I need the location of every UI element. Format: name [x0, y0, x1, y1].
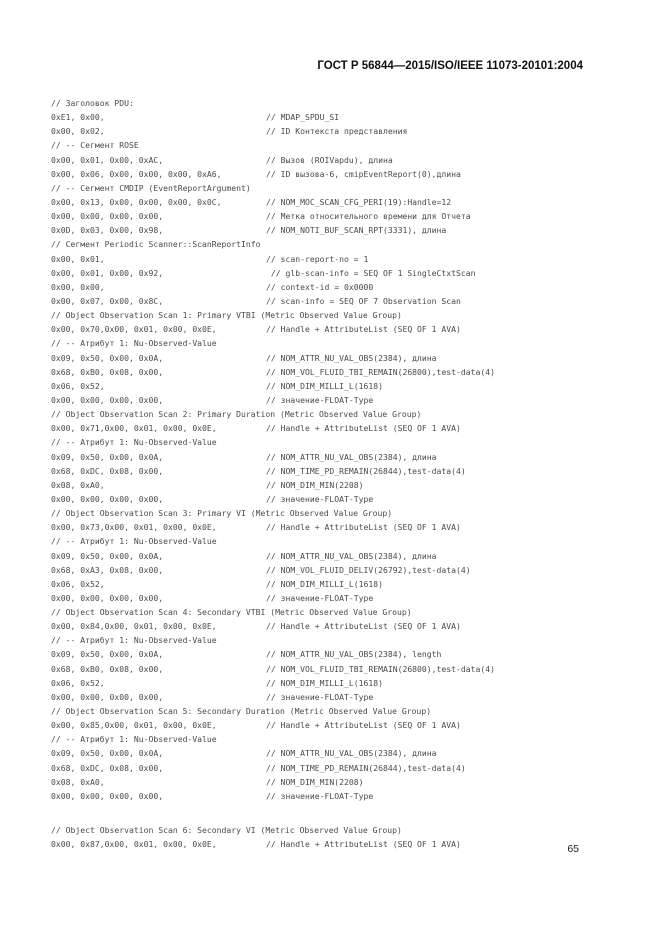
- hex-bytes: 0x00, 0x01, 0x00, 0x92,: [51, 267, 164, 278]
- inline-comment: // Handle + AttributeList (SEQ OF 1 AVA): [266, 522, 461, 533]
- inline-comment: // NOM_ATTR_NU_VAL_OBS(2384), length: [266, 649, 442, 660]
- code-line: [51, 520, 611, 534]
- inline-comment: // Вызов (ROIVapdu), длина: [266, 154, 393, 165]
- inline-comment: // Handle + AttributeList (SEQ OF 1 AVA): [266, 324, 461, 335]
- hex-bytes: 0x00, 0x00,: [51, 281, 105, 292]
- inline-comment: // NOM_DIM_MILLI_L(1618): [266, 578, 383, 589]
- comment-line: [51, 435, 611, 449]
- inline-comment: // scan-info = SEQ OF 7 Observation Scan: [266, 295, 461, 306]
- code-line: [51, 746, 611, 760]
- comment-text: // Object Observation Scan 5: Secondary Duration (Metric Observed Value Group): [51, 706, 432, 717]
- inline-comment: // NOM_DIM_MILLI_L(1618): [266, 380, 383, 391]
- code-line: [51, 676, 611, 690]
- inline-comment: // scan-report-no = 1: [266, 253, 369, 264]
- hex-bytes: 0x08, 0xA0,: [51, 776, 105, 787]
- hex-bytes: 0x68, 0xA3, 0x08, 0x00,: [51, 564, 164, 575]
- inline-comment: // NOM_ATTR_NU_VAL_OBS(2384), длина: [266, 352, 437, 363]
- comment-text: // -- Атрибут 1: Nu-Observed-Value: [51, 338, 217, 349]
- comment-line: [51, 96, 611, 110]
- code-line: [51, 789, 611, 803]
- inline-comment: // NOM_ATTR_NU_VAL_OBS(2384), длина: [266, 748, 437, 759]
- comment-line: [51, 732, 611, 746]
- hex-bytes: 0x00, 0x02,: [51, 126, 105, 137]
- hex-bytes: 0x00, 0x70,0x00, 0x01, 0x00, 0x0E,: [51, 324, 217, 335]
- code-listing: [51, 96, 611, 851]
- code-line: [51, 775, 611, 789]
- inline-comment: // Handle + AttributeList (SEQ OF 1 AVA): [266, 839, 461, 850]
- inline-comment: // NOM_VOL_FLUID_TBI_REMAIN(26800),test-data(4): [266, 663, 496, 674]
- code-line: [51, 153, 611, 167]
- code-line: [51, 647, 611, 661]
- code-line: [51, 761, 611, 775]
- hex-bytes: 0x00, 0x85,0x00, 0x01, 0x00, 0x0E,: [51, 720, 217, 731]
- comment-line: [51, 823, 611, 837]
- code-line: [51, 690, 611, 704]
- inline-comment: // значение-FLOAT-Type: [266, 493, 374, 504]
- comment-line: [51, 407, 611, 421]
- code-line: [51, 577, 611, 591]
- hex-bytes: 0x00, 0x71,0x00, 0x01, 0x00, 0x0E,: [51, 423, 217, 434]
- inline-comment: // NOM_TIME_PD_REMAIN(26844),test-data(4): [266, 465, 466, 476]
- page-header-standard-title: ГОСТ Р 56844—2015/ISO/IEEE 11073-20101:2004: [317, 60, 583, 72]
- inline-comment: // ID вызова-6, cmipEventReport(0),длина: [266, 168, 461, 179]
- comment-line: [51, 237, 611, 251]
- inline-comment: // значение-FLOAT-Type: [266, 790, 374, 801]
- comment-text: // Object Observation Scan 4: Secondary VTBI (Metric Observed Value Group): [51, 607, 412, 618]
- code-line: [51, 223, 611, 237]
- code-line: [51, 591, 611, 605]
- hex-bytes: 0x68, 0xB0, 0x08, 0x00,: [51, 366, 164, 377]
- comment-line: [51, 704, 611, 718]
- hex-bytes: 0x00, 0x87,0x00, 0x01, 0x00, 0x0E,: [51, 839, 217, 850]
- code-line: [51, 209, 611, 223]
- inline-comment: // NOM_MOC_SCAN_CFG_PERI(19):Handle=12: [266, 196, 452, 207]
- code-line: [51, 563, 611, 577]
- hex-bytes: 0x09, 0x50, 0x00, 0x0A,: [51, 649, 164, 660]
- hex-bytes: 0x06, 0x52,: [51, 677, 105, 688]
- code-line: [51, 549, 611, 563]
- comment-text: // Object Observation Scan 2: Primary Duration (Metric Observed Value Group): [51, 409, 422, 420]
- comment-text: // -- Атрибут 1: Nu-Observed-Value: [51, 734, 217, 745]
- code-line: [51, 478, 611, 492]
- hex-bytes: 0x09, 0x50, 0x00, 0x0A,: [51, 352, 164, 363]
- inline-comment: // NOM_DIM_MILLI_L(1618): [266, 677, 383, 688]
- inline-comment: // context-id = 0x0000: [266, 281, 374, 292]
- inline-comment: // NOM_VOL_FLUID_DELIV(26792),test-data(4): [266, 564, 471, 575]
- blank-line: [51, 803, 611, 823]
- inline-comment: // NOM_DIM_MIN(2208): [266, 479, 364, 490]
- code-line: [51, 421, 611, 435]
- code-line: [51, 252, 611, 266]
- page-number: 65: [567, 843, 579, 855]
- inline-comment: // NOM_TIME_PD_REMAIN(26844),test-data(4): [266, 762, 466, 773]
- hex-bytes: 0x00, 0x00, 0x00, 0x00,: [51, 691, 164, 702]
- hex-bytes: 0x06, 0x52,: [51, 380, 105, 391]
- comment-text: // Object Observation Scan 6: Secondary VI (Metric Observed Value Group): [51, 825, 402, 836]
- comment-line: [51, 138, 611, 152]
- hex-bytes: 0x68, 0xDC, 0x08, 0x00,: [51, 465, 164, 476]
- code-line: [51, 393, 611, 407]
- comment-line: [51, 534, 611, 548]
- code-line: [51, 492, 611, 506]
- code-line: [51, 266, 611, 280]
- hex-bytes: 0x00, 0x00, 0x00, 0x00,: [51, 493, 164, 504]
- hex-bytes: 0xE1, 0x00,: [51, 112, 105, 123]
- comment-text: // -- Сегмент CMDIP (EventReportArgument): [51, 182, 251, 193]
- code-line: [51, 351, 611, 365]
- comment-line: [51, 506, 611, 520]
- hex-bytes: 0x00, 0x01,: [51, 253, 105, 264]
- inline-comment: // NOM_NOTI_BUF_SCAN_RPT(3331), длина: [266, 225, 447, 236]
- hex-bytes: 0x00, 0x07, 0x00, 0x8C,: [51, 295, 164, 306]
- hex-bytes: 0x00, 0x00, 0x00, 0x00,: [51, 211, 164, 222]
- code-line: [51, 110, 611, 124]
- hex-bytes: 0x68, 0xB0, 0x08, 0x00,: [51, 663, 164, 674]
- hex-bytes: 0x68, 0xDC, 0x08, 0x00,: [51, 762, 164, 773]
- code-line: [51, 662, 611, 676]
- comment-text: // Сегмент Periodic Scanner::ScanReportInfo: [51, 239, 261, 250]
- inline-comment: // значение-FLOAT-Type: [266, 592, 374, 603]
- inline-comment: // Метка относительного времени для Отчета: [266, 211, 471, 222]
- hex-bytes: 0x08, 0xA0,: [51, 479, 105, 490]
- hex-bytes: 0x00, 0x00, 0x00, 0x00,: [51, 394, 164, 405]
- code-line: [51, 294, 611, 308]
- hex-bytes: 0x00, 0x73,0x00, 0x01, 0x00, 0x0E,: [51, 522, 217, 533]
- inline-comment: // значение-FLOAT-Type: [266, 691, 374, 702]
- code-line: [51, 450, 611, 464]
- inline-comment: // NOM_ATTR_NU_VAL_OBS(2384), длина: [266, 451, 437, 462]
- comment-text: // -- Атрибут 1: Nu-Observed-Value: [51, 437, 217, 448]
- hex-bytes: 0x09, 0x50, 0x00, 0x0A,: [51, 550, 164, 561]
- code-line: [51, 464, 611, 478]
- inline-comment: // Handle + AttributeList (SEQ OF 1 AVA): [266, 720, 461, 731]
- inline-comment: // NOM_DIM_MIN(2208): [266, 776, 364, 787]
- comment-text: // Object Observation Scan 3: Primary VI (Metric Observed Value Group): [51, 508, 393, 519]
- inline-comment: // значение-FLOAT-Type: [266, 394, 374, 405]
- inline-comment: // ID Контекста представления: [266, 126, 408, 137]
- hex-bytes: 0x09, 0x50, 0x00, 0x0A,: [51, 748, 164, 759]
- inline-comment: // Handle + AttributeList (SEQ OF 1 AVA): [266, 621, 461, 632]
- code-line: [51, 365, 611, 379]
- code-line: [51, 124, 611, 138]
- comment-line: [51, 308, 611, 322]
- comment-text: // Заголовок PDU:: [51, 98, 134, 108]
- hex-bytes: 0x00, 0x01, 0x00, 0xAC,: [51, 154, 164, 165]
- comment-line: [51, 633, 611, 647]
- code-line: [51, 837, 611, 851]
- comment-line: [51, 181, 611, 195]
- hex-bytes: 0x00, 0x06, 0x00, 0x00, 0x00, 0xA6,: [51, 168, 222, 179]
- inline-comment: // NOM_VOL_FLUID_TBI_REMAIN(26800),test-data(4): [266, 366, 496, 377]
- inline-comment: // MDAP_SPDU_SI: [266, 112, 340, 123]
- hex-bytes: 0x09, 0x50, 0x00, 0x0A,: [51, 451, 164, 462]
- inline-comment: // glb-scan-info = SEQ OF 1 SingleCtxtScan: [266, 267, 476, 278]
- hex-bytes: 0x00, 0x00, 0x00, 0x00,: [51, 592, 164, 603]
- comment-line: [51, 605, 611, 619]
- code-line: [51, 718, 611, 732]
- hex-bytes: 0x0D, 0x03, 0x00, 0x98,: [51, 225, 164, 236]
- comment-text: // -- Сегмент ROSE: [51, 140, 139, 151]
- comment-text: // Object Observation Scan 1: Primary VTBI (Metric Observed Value Group): [51, 310, 402, 321]
- code-line: [51, 619, 611, 633]
- code-line: [51, 167, 611, 181]
- code-line: [51, 379, 611, 393]
- code-line: [51, 322, 611, 336]
- code-line: [51, 195, 611, 209]
- inline-comment: // Handle + AttributeList (SEQ OF 1 AVA): [266, 423, 461, 434]
- code-line: [51, 280, 611, 294]
- inline-comment: // NOM_ATTR_NU_VAL_OBS(2384), длина: [266, 550, 437, 561]
- hex-bytes: 0x00, 0x13, 0x00, 0x00, 0x00, 0x0C,: [51, 196, 222, 207]
- comment-line: [51, 336, 611, 350]
- comment-text: // -- Атрибут 1: Nu-Observed-Value: [51, 536, 217, 547]
- hex-bytes: 0x06, 0x52,: [51, 578, 105, 589]
- hex-bytes: 0x00, 0x00, 0x00, 0x00,: [51, 790, 164, 801]
- comment-text: // -- Атрибут 1: Nu-Observed-Value: [51, 635, 217, 646]
- hex-bytes: 0x00, 0x84,0x00, 0x01, 0x00, 0x0E,: [51, 621, 217, 632]
